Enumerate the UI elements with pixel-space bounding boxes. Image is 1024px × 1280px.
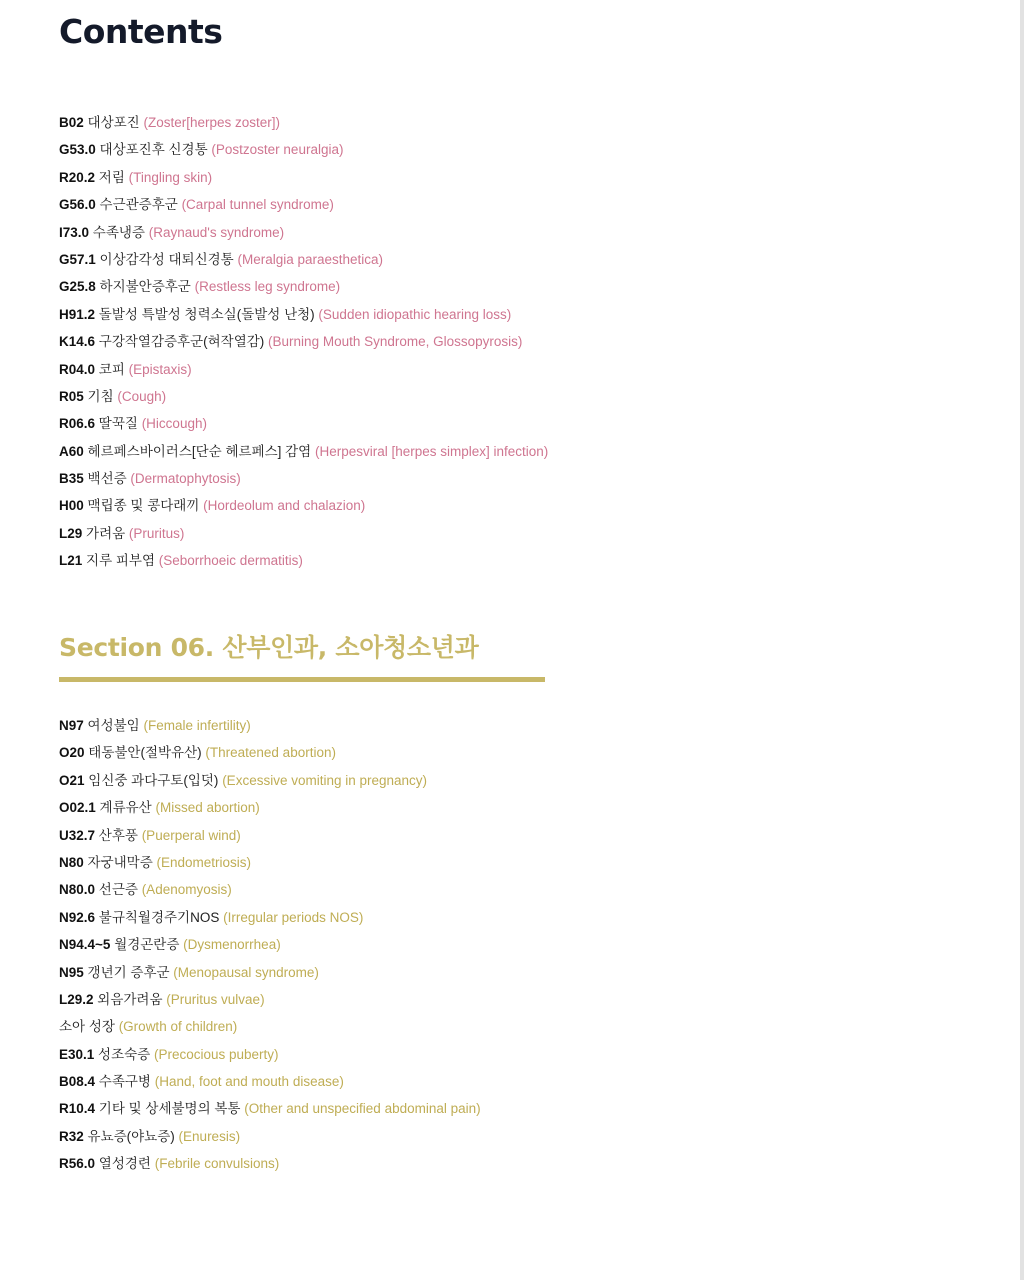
- entry-code: R32: [59, 1128, 84, 1144]
- entry-english-title: (Pruritus): [128, 525, 185, 541]
- contents-entry[interactable]: [59, 1123, 481, 1150]
- entry-english-title: (Threatened abortion): [205, 745, 336, 761]
- entry-english-title: (Missed abortion): [155, 800, 260, 816]
- entry-code: R05: [59, 388, 84, 404]
- contents-entry[interactable]: [59, 410, 548, 437]
- entry-korean-title: 계류유산: [99, 800, 152, 816]
- entry-code: B08.4: [59, 1074, 96, 1090]
- entry-code: L21: [59, 553, 83, 569]
- entry-code: N80: [59, 854, 84, 870]
- contents-entry[interactable]: [59, 1013, 481, 1040]
- entry-code: N97: [59, 718, 84, 733]
- contents-entry[interactable]: [59, 712, 481, 739]
- entry-korean-title: 선근증: [98, 882, 138, 898]
- entry-english-title: (Zoster[herpes zoster]): [143, 115, 281, 130]
- entry-korean-title: 유뇨증(야뇨증): [87, 1128, 175, 1144]
- contents-entry[interactable]: [59, 547, 548, 574]
- contents-entry[interactable]: [59, 1095, 481, 1122]
- entry-english-title: (Sudden idiopathic hearing loss): [318, 306, 512, 322]
- entry-korean-title: 자궁내막증: [87, 854, 153, 870]
- entry-korean-title: 여성불임: [87, 718, 140, 733]
- entry-english-title: (Pruritus vulvae): [166, 991, 265, 1007]
- contents-list-a: [59, 109, 548, 575]
- entry-code: H91.2: [59, 306, 96, 322]
- contents-entry[interactable]: [59, 219, 548, 246]
- entry-english-title: (Dysmenorrhea): [183, 937, 281, 953]
- entry-korean-title: 기타 및 상세불명의 복통: [98, 1101, 241, 1117]
- entry-english-title: (Cough): [117, 388, 167, 404]
- entry-code: K14.6: [59, 334, 96, 350]
- entry-code: N95: [59, 964, 84, 980]
- section-divider: [59, 677, 545, 682]
- entry-korean-title: 성조숙증: [98, 1046, 151, 1062]
- contents-entry[interactable]: [59, 465, 548, 492]
- entry-korean-title: 월경곤란증: [114, 937, 180, 953]
- entry-korean-title: 딸꾹질: [98, 416, 138, 432]
- contents-entry[interactable]: [59, 492, 548, 519]
- entry-english-title: (Seborrhoeic dermatitis): [158, 553, 303, 569]
- entry-korean-title: 수근관증후군: [99, 197, 178, 213]
- entry-korean-title: 갱년기 증후군: [87, 964, 170, 980]
- entry-code: B02: [59, 115, 84, 130]
- contents-entry[interactable]: [59, 1150, 481, 1177]
- entry-english-title: (Precocious puberty): [153, 1046, 279, 1062]
- entry-code: N92.6: [59, 909, 96, 925]
- entry-korean-title: 저림: [98, 169, 125, 185]
- entry-code: U32.7: [59, 827, 96, 843]
- entry-korean-title: 맥립종 및 콩다래끼: [87, 498, 200, 514]
- contents-entry[interactable]: [59, 959, 481, 986]
- contents-entry[interactable]: [59, 794, 481, 821]
- entry-korean-title: 대상포진후 신경통: [99, 142, 208, 158]
- entry-english-title: (Enuresis): [178, 1128, 241, 1144]
- contents-entry[interactable]: [59, 986, 481, 1013]
- entry-korean-title: 열성경련: [98, 1156, 151, 1172]
- contents-entry[interactable]: [59, 931, 481, 958]
- entry-code: O02.1: [59, 800, 96, 816]
- entry-english-title: (Tingling skin): [128, 169, 213, 185]
- contents-entry[interactable]: [59, 822, 481, 849]
- entry-korean-title: 외음가려움: [97, 991, 163, 1007]
- contents-entry[interactable]: [59, 1041, 481, 1068]
- contents-entry[interactable]: [59, 164, 548, 191]
- entry-korean-title: 대상포진: [87, 115, 140, 130]
- entry-code: I73.0: [59, 224, 90, 240]
- entry-korean-title: 수족냉증: [92, 224, 145, 240]
- entry-code: R04.0: [59, 361, 96, 377]
- page-edge-shadow: [1020, 0, 1024, 1280]
- entry-korean-title: 가려움: [86, 525, 126, 541]
- entry-english-title: (Endometriosis): [156, 854, 252, 870]
- entry-code: G56.0: [59, 197, 96, 213]
- entry-korean-title: 불규칙월경주기NOS: [98, 909, 220, 925]
- entry-english-title: (Menopausal syndrome): [173, 964, 319, 980]
- entry-english-title: (Hand, foot and mouth disease): [154, 1074, 344, 1090]
- entry-english-title: (Dermatophytosis): [130, 471, 241, 487]
- entry-english-title: (Carpal tunnel syndrome): [181, 197, 334, 213]
- contents-entry[interactable]: [59, 191, 548, 218]
- contents-entry[interactable]: [59, 767, 481, 794]
- entry-korean-title: 산후풍: [98, 827, 138, 843]
- entry-korean-title: 이상감각성 대퇴신경통: [99, 251, 234, 267]
- entry-english-title: (Other and unspecified abdominal pain): [244, 1101, 481, 1117]
- entry-code: G57.1: [59, 251, 96, 267]
- entry-english-title: (Meralgia paraesthetica): [237, 251, 384, 267]
- contents-entry[interactable]: [59, 328, 548, 355]
- entry-english-title: (Excessive vomiting in pregnancy): [222, 772, 428, 788]
- entry-code: G53.0: [59, 142, 96, 158]
- entry-english-title: (Hordeolum and chalazion): [203, 498, 366, 514]
- page-title: Contents: [59, 12, 223, 51]
- entry-korean-title: 지루 피부염: [86, 553, 155, 569]
- entry-english-title: (Puerperal wind): [141, 827, 241, 843]
- entry-code: A60: [59, 443, 84, 459]
- entry-korean-title: 코피: [98, 361, 125, 377]
- entry-english-title: (Growth of children): [118, 1019, 238, 1035]
- entry-code: B35: [59, 471, 84, 487]
- entry-english-title: (Hiccough): [141, 416, 207, 432]
- entry-korean-title: 임신중 과다구토(입덧): [88, 772, 219, 788]
- entry-code: E30.1: [59, 1046, 95, 1062]
- entry-english-title: (Postzoster neuralgia): [211, 142, 344, 158]
- contents-entry[interactable]: [59, 1068, 481, 1095]
- entry-code: R20.2: [59, 169, 96, 185]
- entry-code: G25.8: [59, 279, 96, 295]
- contents-entry[interactable]: [59, 246, 548, 273]
- contents-entry[interactable]: [59, 273, 548, 300]
- entry-korean-title: 돌발성 특발성 청력소실(돌발성 난청): [98, 306, 315, 322]
- contents-entry[interactable]: [59, 301, 548, 328]
- entry-english-title: (Restless leg syndrome): [194, 279, 341, 295]
- entry-english-title: (Epistaxis): [128, 361, 192, 377]
- entry-english-title: (Female infertility): [143, 718, 251, 733]
- entry-korean-title: 수족구병: [98, 1074, 151, 1090]
- contents-entry[interactable]: [59, 876, 481, 903]
- entry-korean-title: 태동불안(절박유산): [88, 745, 202, 761]
- entry-code: L29: [59, 525, 83, 541]
- entry-english-title: (Febrile convulsions): [154, 1156, 280, 1172]
- entry-code: L29.2: [59, 991, 94, 1007]
- entry-code: H00: [59, 498, 84, 514]
- contents-entry[interactable]: [59, 849, 481, 876]
- contents-entry[interactable]: [59, 383, 548, 410]
- entry-english-title: (Adenomyosis): [141, 882, 232, 898]
- contents-entry[interactable]: [59, 356, 548, 383]
- contents-entry[interactable]: [59, 904, 481, 931]
- contents-entry[interactable]: [59, 520, 548, 547]
- contents-entry[interactable]: [59, 136, 548, 163]
- entry-english-title: (Burning Mouth Syndrome, Glossopyrosis): [268, 334, 523, 350]
- contents-list-b: [59, 712, 481, 1178]
- entry-code: O20: [59, 745, 85, 761]
- section-heading: Section 06. 산부인과, 소아청소년과: [59, 633, 479, 662]
- contents-entry[interactable]: [59, 438, 548, 465]
- entry-code: N94.4~5: [59, 937, 111, 953]
- entry-korean-title: 헤르페스바이러스[단순 헤르페스] 감염: [87, 443, 312, 459]
- entry-korean-title: 하지불안증후군: [99, 279, 191, 295]
- entry-english-title: (Herpesviral [herpes simplex] infection): [314, 443, 549, 459]
- entry-english-title: (Raynaud's syndrome): [148, 224, 285, 240]
- contents-entry[interactable]: [59, 739, 481, 766]
- entry-code: R06.6: [59, 416, 96, 432]
- entry-code: N80.0: [59, 882, 96, 898]
- entry-korean-title: 구강작열감증후군(혀작열감): [98, 334, 265, 350]
- entry-code: R10.4: [59, 1101, 96, 1117]
- entry-code: O21: [59, 772, 85, 788]
- entry-english-title: (Irregular periods NOS): [223, 909, 364, 925]
- entry-korean-title: 기침: [87, 388, 114, 404]
- contents-entry[interactable]: [59, 109, 548, 136]
- entry-code: R56.0: [59, 1156, 96, 1172]
- entry-korean-title: 소아 성장: [59, 1019, 115, 1035]
- entry-korean-title: 백선증: [87, 471, 127, 487]
